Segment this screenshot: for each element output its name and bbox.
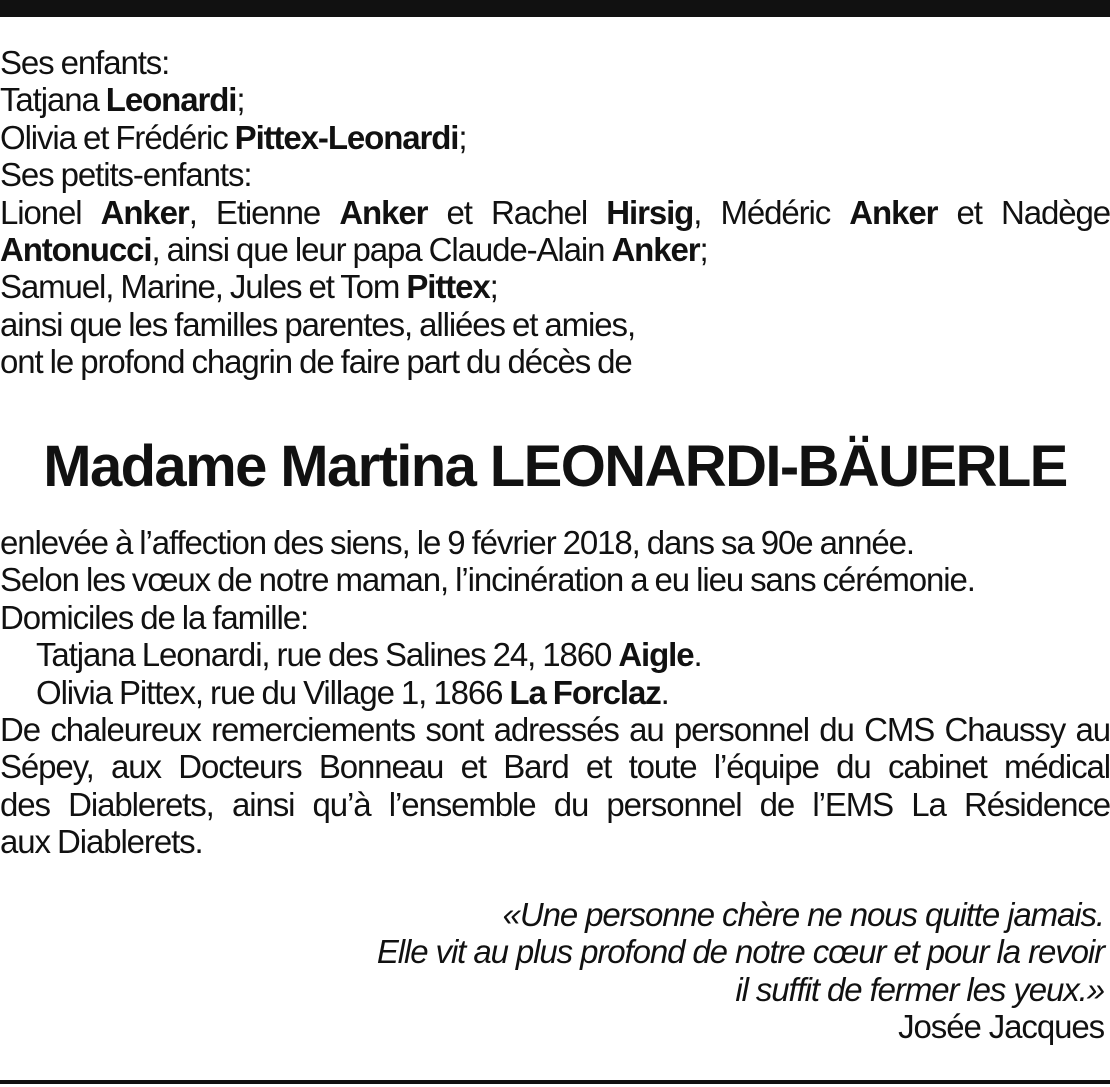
announcement-body — [0, 524, 1110, 861]
child-line-2 — [0, 119, 1110, 156]
grandchild-last-name: Pittex — [406, 268, 490, 306]
family-list — [0, 44, 1110, 381]
closing-quote — [377, 896, 1104, 1046]
quote-line-3: il suffit de fermer les yeux.» — [735, 970, 1104, 1008]
punctuation: ; — [699, 230, 708, 268]
deceased-name: Madame Martina LEONARDI-BÄUERLE — [43, 434, 1067, 499]
grandchild-last-name: Anker — [339, 193, 428, 231]
address-city: La Forclaz — [509, 673, 661, 711]
punctuation: ; — [458, 118, 467, 156]
quote-line-1: «Une personne chère ne nous quitte jamais. — [502, 896, 1104, 933]
grandchildren-heading: Ses petits-enfants: — [0, 156, 252, 194]
thanks-line-3: des Diablerets, ainsi qu’à l’ensemble du personnel de l’EMS La Résidence — [0, 785, 1110, 823]
grandchild-first-name: et Nadège — [937, 193, 1110, 231]
grandchild-first-names: Samuel, Marine, Jules et Tom — [0, 268, 407, 306]
children-heading: Ses enfants: — [0, 44, 170, 81]
grandchild-last-name: Antonucci — [0, 230, 152, 268]
grandchild-last-name: Anker — [849, 193, 938, 231]
thanks-line-4: aux Diablerets. — [0, 823, 203, 861]
death-details: enlevée à l’affection des siens, le 9 février 2018, dans sa 90e année. — [0, 524, 914, 561]
grandchild-first-name: , Médéric — [693, 193, 850, 231]
punctuation: . — [660, 673, 669, 711]
grandchild-last-name: Hirsig — [606, 193, 694, 231]
address-text: Olivia Pittex, rue du Village 1, 1866 — [36, 673, 510, 711]
thanks-line-1: De chaleureux remerciements sont adressés au personnel du CMS Chaussy au — [0, 710, 1110, 748]
grandchild-first-name: et Rachel — [427, 193, 607, 231]
grandchildren-line-3 — [0, 268, 1110, 305]
grandchildren-line-1 — [0, 194, 1110, 231]
child-first-name: Olivia et Frédéric — [0, 118, 235, 156]
cremation-note: Selon les vœux de notre maman, l’incinération a eu lieu sans cérémonie. — [0, 561, 975, 599]
grandchild-first-name: Lionel — [0, 193, 101, 231]
punctuation: ; — [236, 81, 245, 119]
punctuation: . — [693, 636, 702, 674]
child-last-name: Pittex-Leonardi — [234, 118, 459, 156]
address-text: Tatjana Leonardi, rue des Salines 24, 1860 — [36, 636, 619, 674]
thanks-line-2: Sépey, aux Docteurs Bonneau et Bard et toute l’équipe du cabinet médical — [0, 748, 1110, 786]
child-last-name: Leonardi — [105, 81, 237, 119]
quote-line-2: Elle vit au plus profond de notre cœur et pour la revoir — [376, 933, 1104, 971]
quote-author: Josée Jacques — [898, 1008, 1104, 1046]
announcement-line: ont le profond chagrin de faire part du décès de — [0, 343, 632, 381]
grandchild-first-name: , Etienne — [188, 193, 340, 231]
address-city: Aigle — [618, 636, 694, 674]
grandchildren-line-2 — [0, 231, 1110, 268]
top-border-rule — [0, 0, 1110, 17]
child-first-name: Tatjana — [0, 81, 106, 119]
parent-mention: , ainsi que leur papa Claude-Alain — [151, 230, 612, 268]
families-line: ainsi que les familles parentes, alliées et amies, — [0, 305, 636, 343]
child-line-1 — [0, 81, 1110, 118]
grandchild-last-name: Anker — [100, 193, 189, 231]
domiciles-heading: Domiciles de la famille: — [0, 598, 309, 636]
punctuation: ; — [489, 268, 498, 306]
address-1 — [0, 636, 1110, 673]
parent-last-name: Anker — [611, 230, 700, 268]
bottom-border-rule — [0, 1080, 1110, 1084]
address-2 — [0, 674, 1110, 711]
